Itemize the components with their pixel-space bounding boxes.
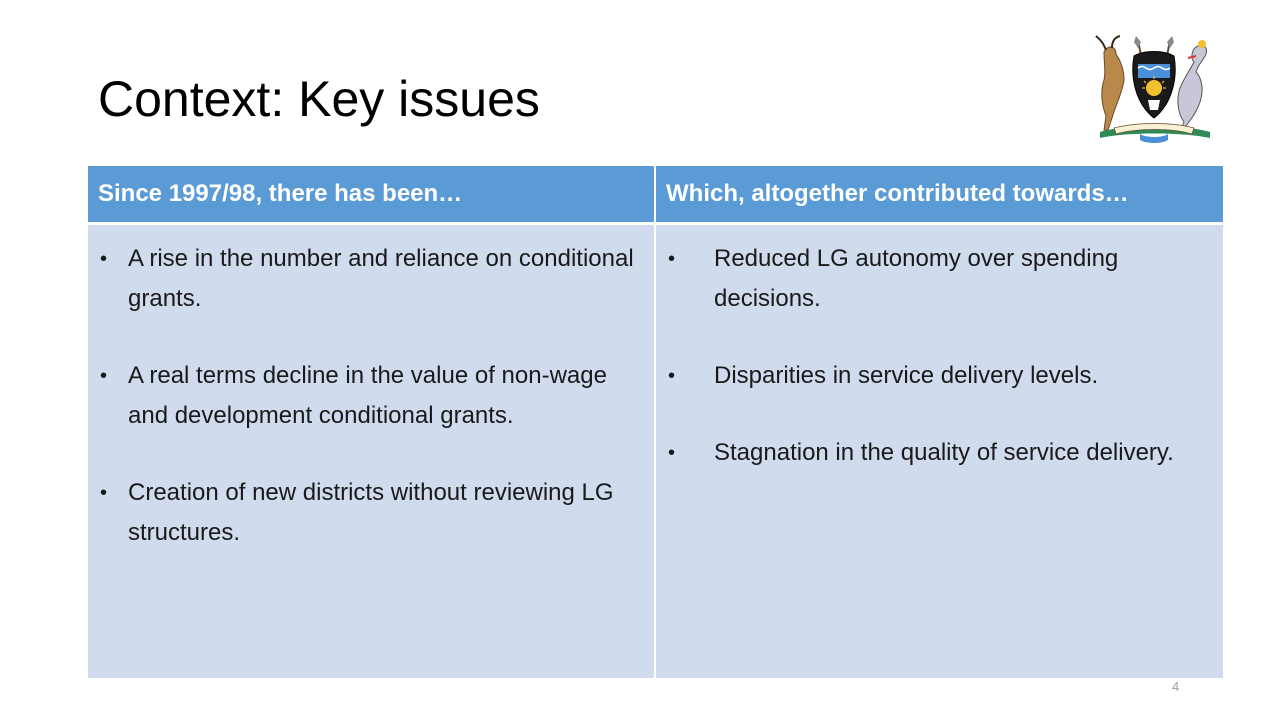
list-item-text: A rise in the number and reliance on conditional grants.	[128, 245, 634, 312]
bullet-icon: •	[100, 365, 108, 387]
left-bullet-list	[88, 239, 654, 553]
bullet-icon: •	[100, 482, 108, 504]
right-bullet-list	[656, 239, 1223, 473]
list-item	[88, 356, 654, 436]
left-column-cell	[88, 224, 655, 679]
list-item-text: Reduced LG autonomy over spending decisions.	[714, 245, 1119, 312]
bullet-icon: •	[100, 248, 108, 270]
table-body-row	[88, 224, 1223, 679]
bullet-icon: •	[668, 365, 676, 387]
right-column-cell	[655, 224, 1223, 679]
slide-title: Context: Key issues	[98, 71, 540, 127]
issues-table	[88, 166, 1223, 678]
table-header-row	[88, 166, 1223, 224]
list-item-text: Stagnation in the quality of service delivery.	[714, 439, 1174, 466]
header-since-1997: Since 1997/98, there has been…	[88, 166, 655, 224]
list-item-text: Creation of new districts without reviewing LG structures.	[128, 479, 614, 546]
list-item	[656, 356, 1223, 396]
uganda-coat-of-arms-icon	[1086, 34, 1222, 146]
bullet-icon: •	[668, 248, 676, 270]
page-number: 4	[1172, 679, 1180, 694]
bullet-icon: •	[668, 442, 676, 464]
list-item-text: A real terms decline in the value of non-wage and development conditional grants.	[128, 362, 607, 429]
list-item	[656, 239, 1223, 319]
list-item	[656, 433, 1223, 473]
list-item	[88, 473, 654, 553]
list-item-text: Disparities in service delivery levels.	[714, 362, 1099, 389]
header-contributed-towards: Which, altogether contributed towards…	[655, 166, 1223, 224]
list-item	[88, 239, 654, 319]
